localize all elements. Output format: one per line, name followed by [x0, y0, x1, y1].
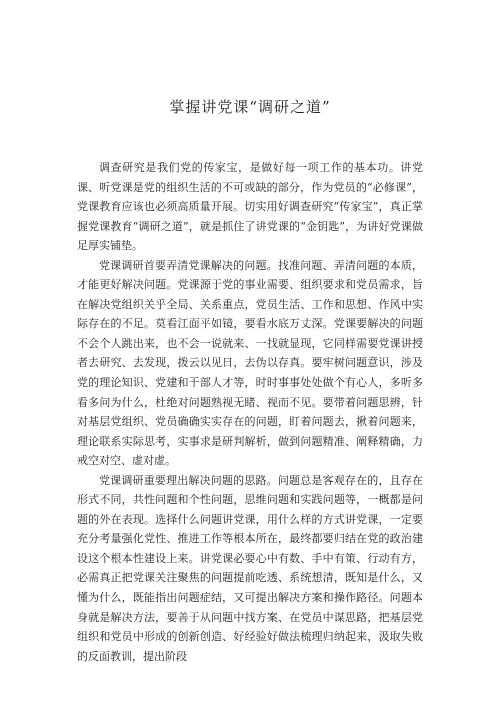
- document-title: 掌握讲党课“调研之道”: [169, 98, 331, 116]
- paragraph: 调查研究是我们党的传家宝，是做好每一项工作的基本功。讲党课、听党课是党的组织生活的不可或缺的部分，作为党员的“必修课”，党课教育应该也必须高质量开展。切实用好调查研究“传家宝”，真正掌握党课教育“调研之道”，就是抓住了讲党课的“金钥匙”，为讲好党课做足厚实铺垫。: [77, 161, 423, 253]
- paragraph: 党课调研首要弄清党课解决的问题。找准问题、弄清问题的本质，才能更好解决问题。党课源于党的事业需要、组织要求和党员需求，旨在解决党组织关乎全局、关系重点，党员生活、工作和思想、作风中实际存在的不足。莫看江面平如镜，要看水底万丈深。党课要解决的问题不会个人跳出来，也不会一说就来、一找就显现，它同样需要党课讲授者去研究、去发现，拨云以见日，去伪以存真。要牢树问题意识，涉及党的理论知识、党建和干部人才等，时时事事处处做个有心人，多听多看多问为什么，杜绝对问题熟视无睹、视而不见。要带着问题思辨，针对基层党组织、党员确确实实存在的问题，盯着问题去，揪着问题来，理论联系实际思考，实事求是研判解析，做到问题精准、阐释精确，力戒空对空、虚对虚。: [77, 258, 423, 468]
- document-body: [77, 158, 423, 666]
- paragraph: 党课调研重要理出解决问题的思路。问题总是客观存在的，且存在形式不同，共性问题和个性问题，思维问题和实践问题等，一概都是问题的外在表现。选择什么问题讲党课，用什么样的方式讲党课，一定要充分考量强化党性、推进工作等根本所在，最终都要归结在党的政治建设这个根本性建设上来。讲党课必要心中有数、手中有策、行动有方，必需真正把党课关注聚焦的问题提前吃透、系统想清，既知是什么，又懂为什么，既能指出问题症结，又可提出解决方案和操作路径。问题本身就是解决方法，要善于从问题中找方案、在党员中谋思路，把基层党组织和党员中形成的创新创造、好经验好做法梳理归纳起来，汲取失败的反面教训，提出阶段: [77, 473, 423, 663]
